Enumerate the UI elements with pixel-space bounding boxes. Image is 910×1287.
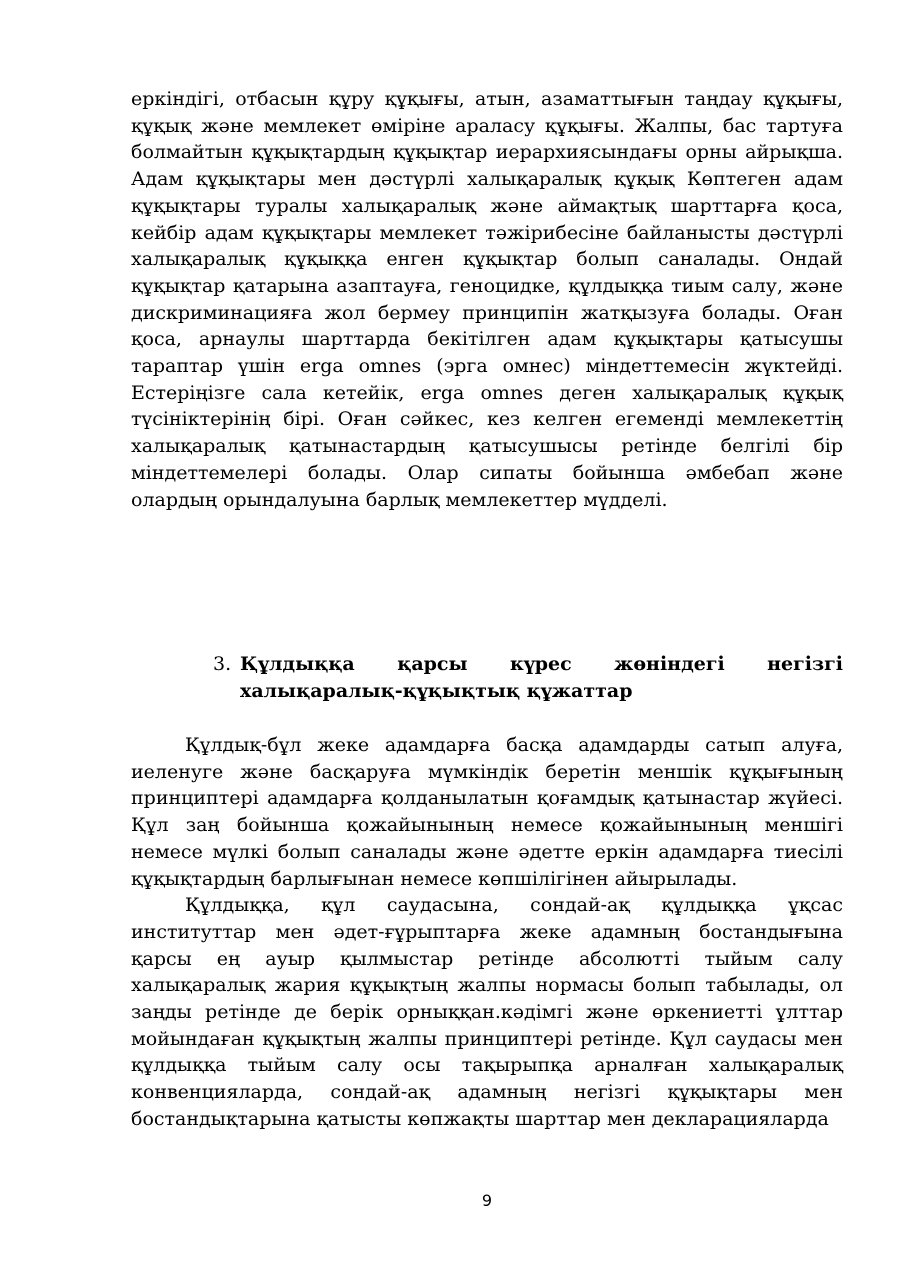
body-text-top bbox=[131, 86, 843, 513]
paragraph-slavery-definition: Құлдық-бұл жеке адамдарға басқа адамдарды сатып алуға, иеленуге және басқаруға мүмкіндік беретін меншік құқығының принциптері адамдарға қолданылатын қоғамдық қатынастар жүйесі. Құл заң бойынша қожайынының немесе қожайынының меншігі немесе мүлкі болып саналады және әдетте еркін адамдарға тиесілі құқықтардың барлығынан немесе көпшілігінен айырылады. bbox=[131, 734, 843, 890]
section-title: Құлдыққа қарсы күрес жөніндегі негізгі халықаралық-құқықтық құжаттар bbox=[240, 653, 843, 702]
section-number: 3. bbox=[213, 653, 232, 675]
paragraph-human-rights: еркіндігі, отбасын құру құқығы, атын, азаматтығын таңдау құқығы, құқық және мемлекет өміріне араласу құқығы. Жалпы, бас тартуға болмайтын құқықтардың құқықтар иерархиясындағы орны айрықша. Адам құқықтары мен дәстүрлі халықаралық құқық Көптеген адам құқықтары туралы халықаралық және аймақтық шарттарға қоса, кейбір адам құқықтары мемлекет тәжірибесіне байланысты дәстүрлі халықаралық құқыққа енген құқықтар болып саналады. Ондай құқықтар қатарына азаптауға, геноцидке, құлдыққа тиым салу, және дискриминацияға жол бермеу принципін жатқызуға болады. Оған қоса, арнаулы шарттарда бекітілген адам құқықтары қатысушы тараптар үшін erga omnes (эрга омнес) міндеттемесін жүктейді. Естеріңізге сала кетейік, erga omnes деген халықаралық құқық түсініктерінің бірі. Оған сәйкес, кез келген егеменді мемлекеттің халықаралық қатынастардың қатысушысы ретінде белгілі бір міндеттемелері болады. Олар сипаты бойынша әмбебап және олардың орындалуына барлық мемлекеттер мүдделі. bbox=[131, 88, 843, 511]
section-heading bbox=[213, 651, 843, 704]
page-number: 9 bbox=[481, 1191, 493, 1210]
body-text-bottom bbox=[131, 732, 843, 1133]
paragraph-slavery-prohibition: Құлдыққа, құл саудасына, сондай-ақ құлдыққа ұқсас институттар мен әдет-ғұрыптарға жеке адамның бостандығына қарсы ең ауыр қылмыстар ретінде абсолютті тыйым салу халықаралық жария құқықтың жалпы нормасы болып табылады, ол заңды ретінде де берік орныққан.кәдімгі және өркениетті ұлттар мойындаған құқықтың жалпы принциптері ретінде. Құл саудасы мен құлдыққа тыйым салу осы тақырыпқа арналған халықаралық конвенцияларда, сондай-ақ адамның негізгі құқықтары мен бостандықтарына қатысты көпжақты шарттар мен декларацияларда bbox=[131, 894, 843, 1130]
